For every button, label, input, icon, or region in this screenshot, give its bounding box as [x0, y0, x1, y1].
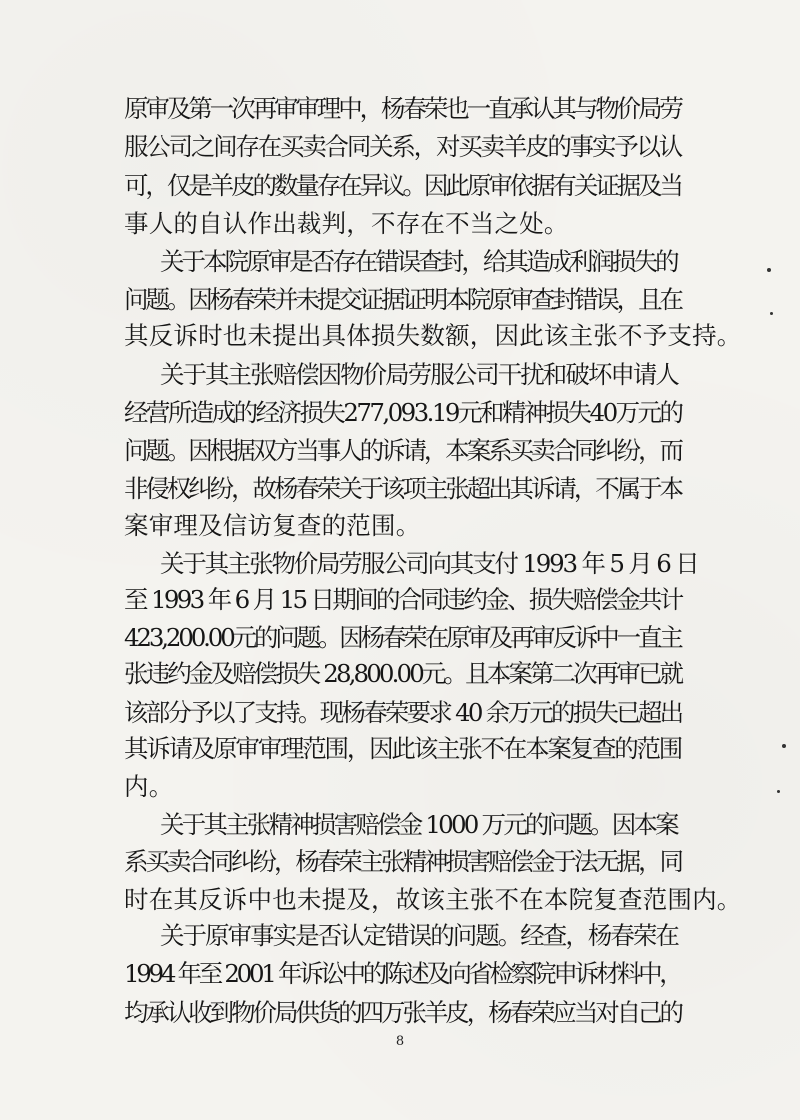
text-line: 时在其反诉中也未提及，故该主张不在本院复查范围内。 [124, 885, 742, 914]
text-line: 原审及第一次再审审理中，杨春荣也一直承认其与物价局劳 [124, 94, 681, 123]
text-line: 可，仅是羊皮的数量存在异议。因此原审依据有关证据及当 [124, 171, 681, 200]
text-line: 非侵权纠纷，故杨春荣关于该项主张超出其诉请，不属于本 [124, 474, 681, 503]
text-line: 服公司之间存在买卖合同关系，对买卖羊皮的事实予以认 [124, 132, 682, 161]
text-line: 张违约金及赔偿损失 28,800.00元。且本案第二次再审已就 [124, 659, 682, 688]
text-line: 关于其主张赔偿因物价局劳服公司干扰和破坏申请人 [160, 360, 678, 389]
text-line: 事人的自认作出裁判，不存在不当之处。 [124, 209, 569, 238]
text-line: 经营所造成的经济损失277,093.19元和精神损失40万元的 [124, 398, 682, 427]
text-line: 423,200.00元的问题。因杨春荣在原审及再审反诉中一直主 [124, 623, 681, 652]
text-line: 内。 [124, 772, 174, 801]
scan-speck [777, 790, 780, 793]
text-line: 其诉请及原审审理范围，因此该主张不在本案复查的范围 [124, 734, 682, 763]
scan-speck [767, 268, 771, 272]
text-line: 该部分予以了支持。现杨春荣要求 40 余万元的损失已超出 [124, 698, 682, 727]
text-line: 关于原审事实是否认定错误的问题。经查，杨春荣在 [160, 921, 678, 950]
scan-speck [782, 744, 786, 748]
text-line: 至 1993 年 6 月 15 日期间的合同违约金、损失赔偿金共计 [124, 585, 682, 614]
text-line: 系买卖合同纠纷，杨春荣主张精神损害赔偿金于法无据，同 [124, 847, 681, 876]
scan-speck [770, 312, 773, 315]
text-line: 问题。因杨春荣并未提交证据证明本院原审查封错误，且在 [124, 285, 681, 314]
text-line: 关于其主张精神损害赔偿金 1000 万元的问题。因本案 [160, 810, 677, 839]
page-number: 8 [395, 1034, 405, 1049]
text-line: 问题。因根据双方当事人的诉请，本案系买卖合同纠纷，而 [124, 436, 681, 465]
text-line: 均承认收到物价局供货的四万张羊皮，杨春荣应当对自己的 [124, 998, 681, 1027]
text-line: 关于本院原审是否存在错误查封，给其造成利润损失的 [160, 247, 677, 276]
text-line: 关于其主张物价局劳服公司向其支付 1993 年 5 月 6 日 [160, 549, 698, 578]
text-line: 1994 年至 2001 年诉讼中的陈述及向省检察院申诉材料中， [124, 959, 681, 988]
text-line: 案审理及信访复查的范围。 [124, 511, 421, 540]
text-line: 其反诉时也未提出具体损失数额，因此该主张不予支持。 [124, 321, 742, 350]
